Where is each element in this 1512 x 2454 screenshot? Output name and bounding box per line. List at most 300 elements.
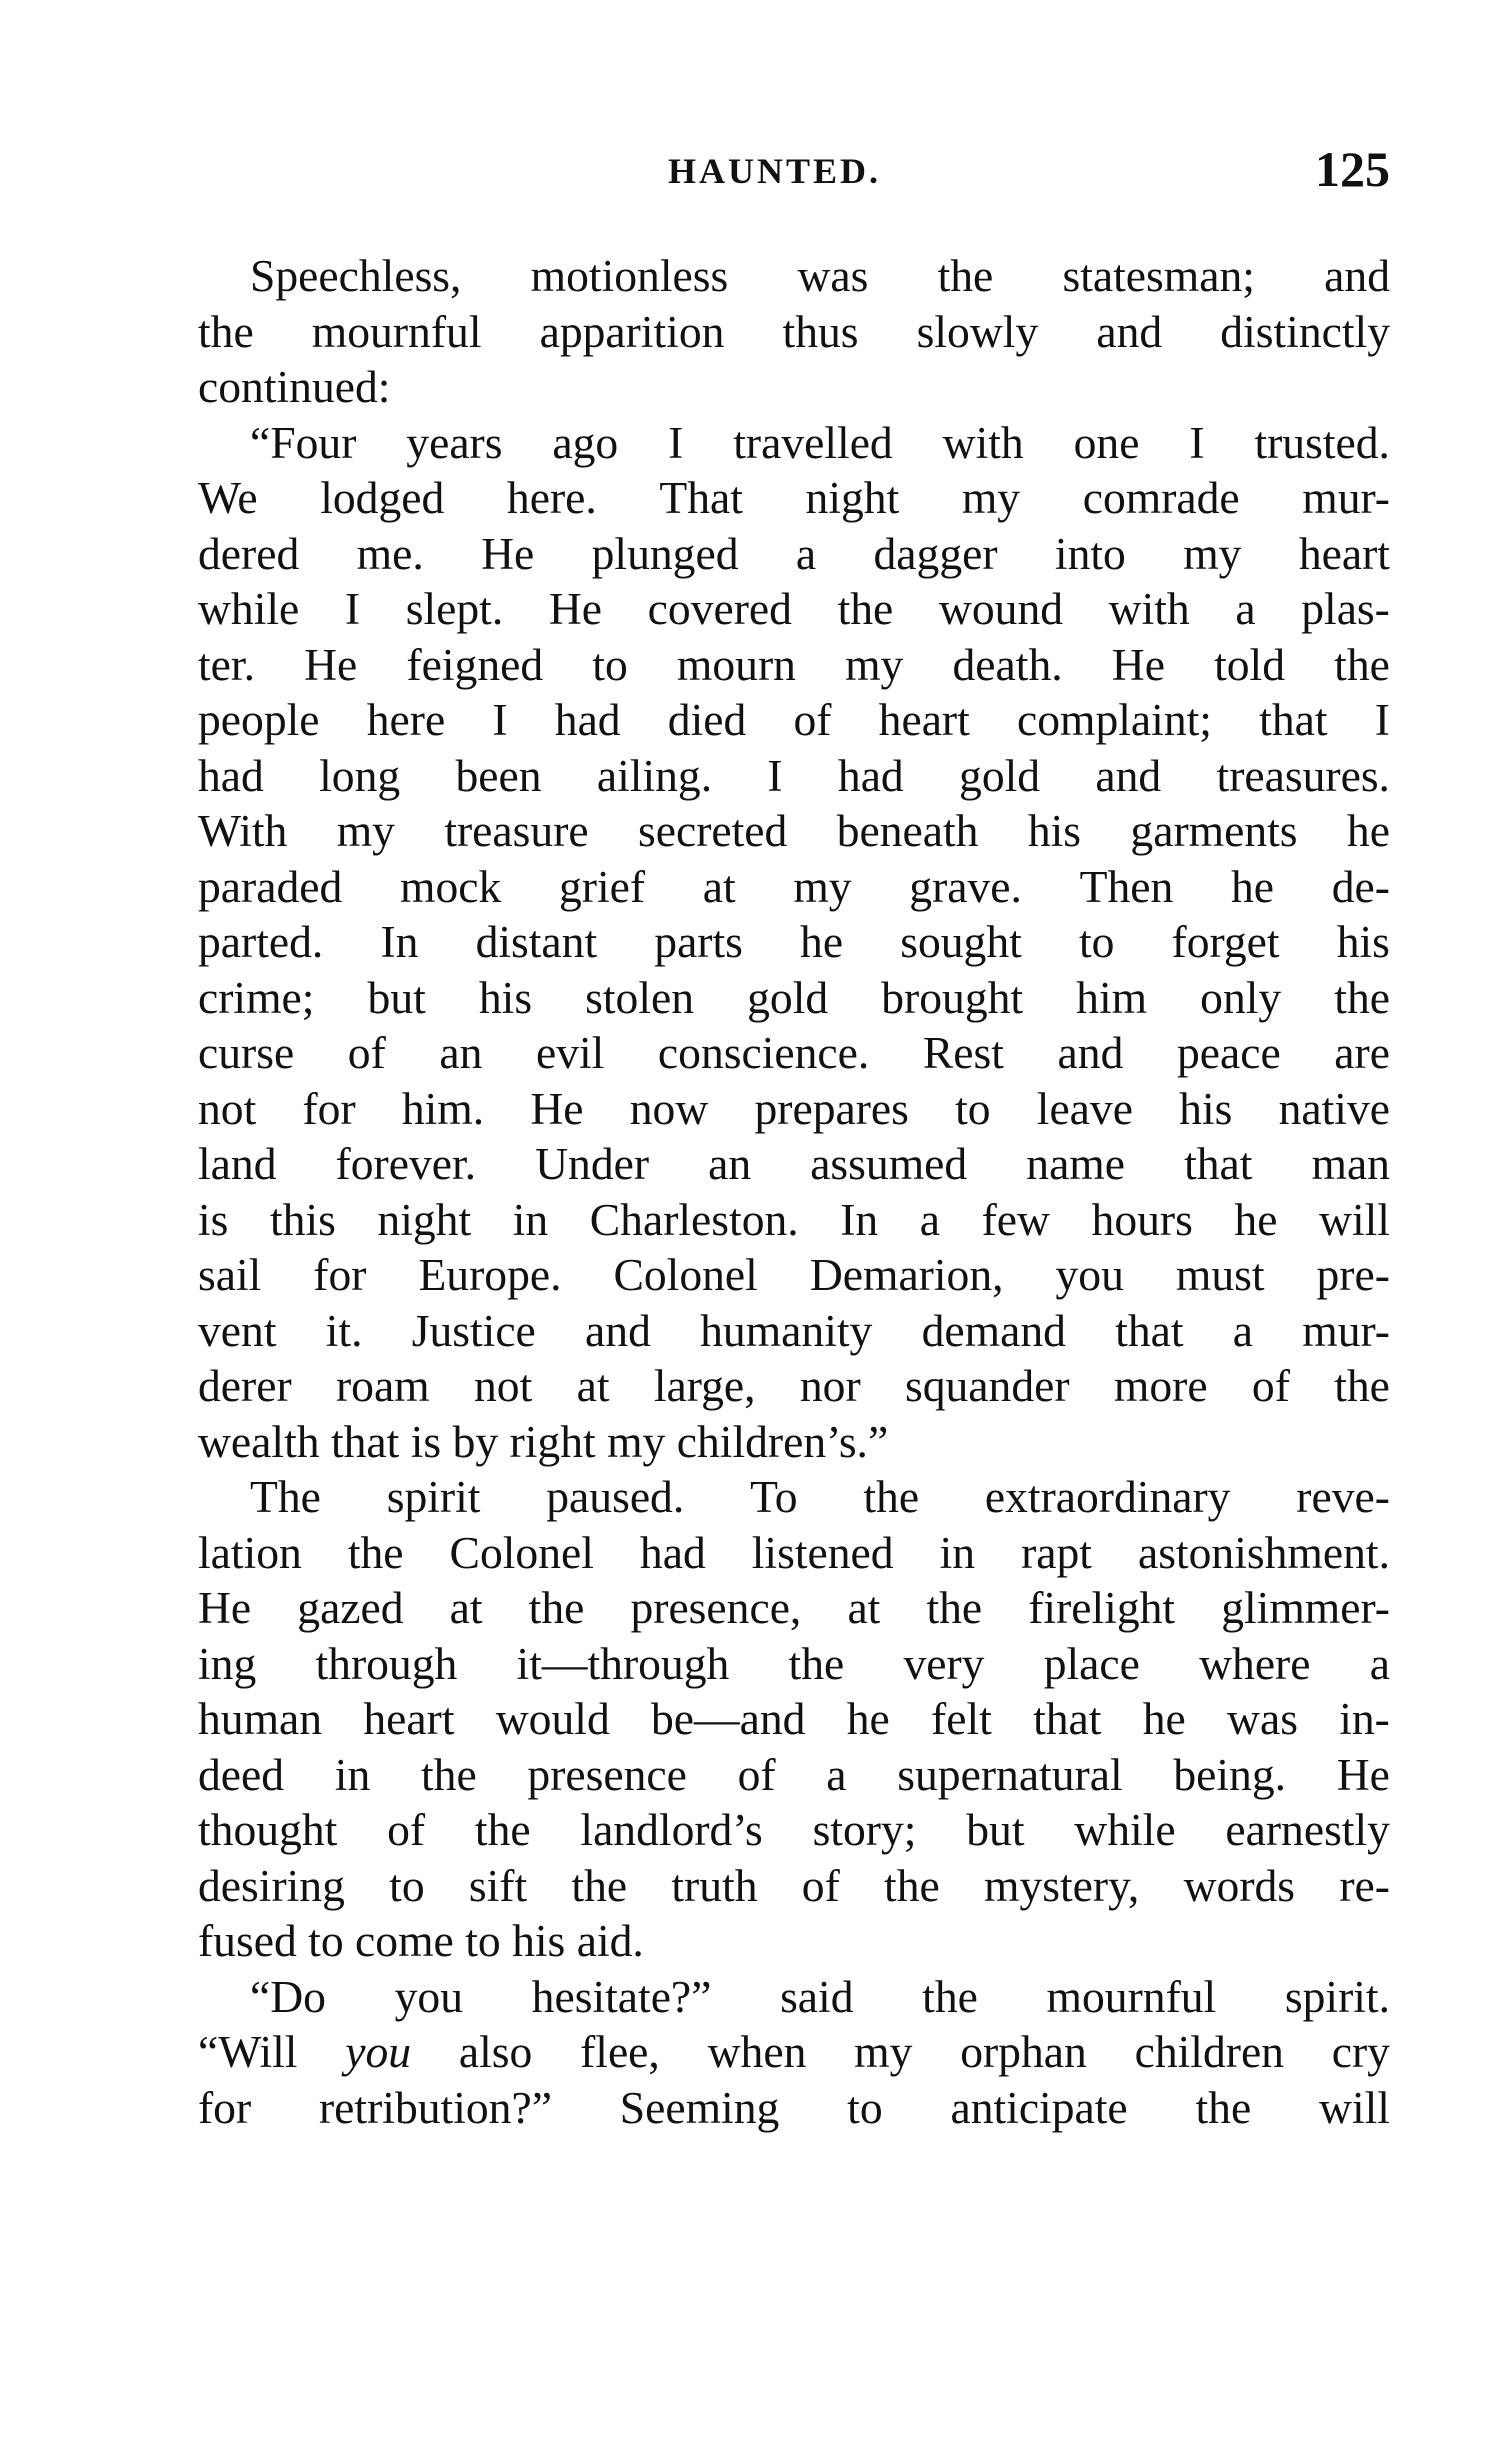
word: “Four — [250, 416, 357, 468]
word: not — [473, 1360, 533, 1411]
word: ter. — [198, 638, 255, 690]
word: my — [845, 638, 904, 690]
word: died — [667, 694, 747, 745]
word: he — [846, 1693, 890, 1744]
word: prepares — [754, 1082, 909, 1134]
text-line — [198, 1081, 1390, 1137]
word: years — [406, 416, 503, 468]
word: a — [919, 1193, 941, 1245]
word: a — [826, 1748, 847, 1800]
word: the — [937, 250, 994, 301]
text-line — [198, 248, 1390, 304]
text-line — [198, 304, 1390, 360]
word: feigned — [406, 638, 544, 690]
word: grave. — [909, 860, 1022, 912]
word: the — [474, 1804, 531, 1855]
word: He — [198, 1582, 252, 1633]
word: leave — [1036, 1082, 1133, 1134]
word: forget — [1171, 916, 1280, 967]
word: demand — [921, 1304, 1066, 1356]
word: He — [530, 1082, 584, 1134]
word: re- — [1339, 1859, 1390, 1911]
word: the — [347, 1526, 404, 1578]
word: in — [334, 1748, 371, 1800]
word: death. — [952, 638, 1063, 690]
word: listened — [751, 1526, 894, 1578]
word: the — [198, 305, 254, 357]
word: evil — [535, 1027, 605, 1078]
word: for — [302, 1082, 356, 1134]
word: truth — [671, 1859, 758, 1911]
word: you — [345, 2026, 412, 2077]
word: continued: — [198, 361, 391, 412]
word: the — [1195, 2081, 1252, 2133]
word: are — [1334, 1027, 1390, 1078]
word: Europe. — [418, 1249, 562, 1300]
word: stolen — [585, 971, 695, 1023]
text-line — [198, 1691, 1390, 1747]
text-line — [198, 470, 1390, 526]
word: here — [366, 694, 446, 745]
word: lation — [198, 1526, 302, 1578]
word: more — [1113, 1360, 1208, 1411]
text-line — [198, 1414, 1390, 1470]
word: this — [269, 1193, 336, 1245]
word: orphan — [960, 2026, 1087, 2077]
word: travelled — [733, 416, 893, 468]
word: to — [465, 1915, 501, 1966]
word: wealth — [198, 1415, 320, 1467]
word: supernatural — [897, 1748, 1123, 1800]
word: assumed — [810, 1138, 968, 1189]
word: sought — [900, 916, 1022, 967]
text-line — [198, 1636, 1390, 1692]
word: thought — [198, 1804, 338, 1855]
word: heart — [1298, 527, 1390, 579]
text-line — [198, 1858, 1390, 1914]
text-line — [198, 1247, 1390, 1303]
word: now — [629, 1082, 709, 1134]
word: presence — [527, 1748, 687, 1800]
word: in — [939, 1526, 976, 1578]
word: and — [1096, 305, 1163, 357]
word: he — [1142, 1693, 1186, 1744]
word: garments — [1130, 805, 1298, 856]
word: fused — [198, 1915, 297, 1966]
word: the — [863, 1471, 920, 1522]
word: here. — [506, 472, 597, 523]
word: night — [805, 472, 900, 523]
text-line — [198, 1580, 1390, 1636]
word: treasure — [444, 805, 589, 856]
word: mystery, — [984, 1859, 1140, 1911]
word: story; — [812, 1804, 917, 1855]
word: wound — [938, 583, 1064, 634]
word: of — [1251, 1360, 1290, 1411]
word: my — [1183, 527, 1242, 579]
word: ago — [552, 416, 619, 468]
word: I — [668, 416, 684, 468]
word: to — [592, 638, 628, 690]
word: will — [1319, 2081, 1390, 2133]
word: hours — [1091, 1193, 1193, 1245]
word: earnestly — [1225, 1804, 1390, 1855]
page-header — [198, 140, 1390, 200]
word: an — [708, 1138, 752, 1189]
word: at — [702, 860, 736, 912]
text-line — [198, 1525, 1390, 1581]
word: In — [380, 916, 419, 967]
text-line — [198, 692, 1390, 748]
word: place — [1043, 1637, 1140, 1689]
word: was — [1227, 1693, 1298, 1744]
text-line — [198, 970, 1390, 1026]
word: lodged — [320, 472, 445, 523]
word: long — [319, 749, 401, 801]
word: children’s.” — [676, 1415, 889, 1467]
word: parted. — [198, 916, 324, 967]
text-line — [198, 1469, 1390, 1525]
word: crime; — [198, 971, 315, 1023]
word: curse — [198, 1027, 295, 1078]
text-line — [198, 1358, 1390, 1414]
word: I — [492, 694, 508, 745]
word: pre- — [1316, 1249, 1390, 1300]
word: with — [1108, 583, 1190, 634]
word: it—through — [516, 1637, 730, 1689]
word: and — [1324, 250, 1390, 301]
word: it. — [325, 1304, 363, 1356]
word: gold — [747, 971, 829, 1023]
text-line — [198, 637, 1390, 693]
word: for — [198, 2081, 252, 2133]
word: desiring — [198, 1859, 345, 1911]
text-line — [198, 1025, 1390, 1081]
word: I — [1374, 694, 1390, 745]
word: into — [1054, 527, 1126, 579]
word: a — [1235, 583, 1256, 634]
word: few — [981, 1193, 1050, 1245]
word: dagger — [873, 527, 998, 579]
word: the — [1334, 638, 1390, 690]
word: derer — [198, 1360, 292, 1411]
word: plas- — [1301, 583, 1390, 634]
word: conscience. — [657, 1027, 870, 1078]
word: spirit — [386, 1471, 481, 1522]
word: “Do — [250, 1970, 326, 2022]
word: aid. — [576, 1915, 644, 1966]
word: his — [1027, 805, 1082, 856]
word: thus — [782, 305, 859, 357]
word: Speechless, — [250, 250, 462, 301]
word: grief — [558, 860, 646, 912]
word: Colonel — [613, 1249, 758, 1300]
word: spirit. — [1284, 1970, 1390, 2022]
word: me. — [356, 527, 424, 579]
word: complaint; — [1016, 694, 1212, 745]
word: gazed — [297, 1582, 404, 1633]
word: will — [1319, 1193, 1390, 1245]
word: he — [800, 916, 844, 967]
word: very — [903, 1637, 985, 1689]
word: that — [330, 1415, 400, 1467]
word: you — [1055, 1249, 1124, 1300]
word: He — [1111, 638, 1165, 690]
word: He — [548, 583, 603, 634]
word: and — [585, 1304, 651, 1356]
word: “Will — [198, 2026, 298, 2077]
word: words — [1183, 1859, 1296, 1911]
word: him. — [401, 1082, 485, 1134]
text-line — [198, 581, 1390, 637]
word: He — [1336, 1748, 1390, 1800]
word: a — [1369, 1637, 1390, 1689]
word: The — [250, 1471, 321, 1522]
word: ailing. — [596, 749, 713, 801]
word: squander — [904, 1360, 1070, 1411]
word: extraordinary — [984, 1471, 1231, 1522]
text-line — [198, 526, 1390, 582]
word: secreted — [637, 805, 788, 856]
word: the — [922, 1970, 978, 2022]
word: not — [198, 1082, 257, 1134]
word: retribution?” — [319, 2081, 552, 2133]
word: Then — [1079, 860, 1174, 912]
text-line — [198, 359, 1390, 415]
word: he — [1234, 1193, 1278, 1245]
word: mournful — [1046, 1970, 1217, 2022]
text-line — [198, 1303, 1390, 1359]
text-line — [198, 748, 1390, 804]
word: that — [1184, 1138, 1253, 1189]
word: distinctly — [1220, 305, 1390, 357]
word: treasures. — [1216, 749, 1390, 801]
word: rapt — [1021, 1526, 1092, 1578]
word: to — [847, 2081, 883, 2133]
word: He — [481, 527, 535, 579]
word: trusted. — [1254, 416, 1390, 468]
text-line — [198, 859, 1390, 915]
word: hesitate?” — [531, 1970, 712, 2022]
word: paused. — [546, 1471, 685, 1522]
word: I — [1189, 416, 1205, 468]
word: an — [439, 1027, 483, 1078]
word: ing — [198, 1637, 257, 1689]
word: while — [198, 583, 300, 634]
word: is — [410, 1415, 442, 1467]
page-number: 125 — [1315, 141, 1390, 197]
word: him — [1076, 971, 1148, 1023]
text-line — [198, 415, 1390, 471]
text-line — [198, 1747, 1390, 1803]
word: and — [1057, 1027, 1124, 1078]
word: children — [1134, 2026, 1284, 2077]
word: dered — [198, 527, 300, 579]
word: We — [198, 472, 258, 523]
text-line — [198, 914, 1390, 970]
word: sift — [468, 1859, 528, 1911]
word: de- — [1331, 860, 1390, 912]
word: the — [571, 1859, 628, 1911]
word: comrade — [1082, 472, 1240, 523]
word: but — [367, 971, 426, 1023]
word: felt — [931, 1693, 992, 1744]
word: was — [797, 250, 869, 301]
word: while — [1074, 1804, 1176, 1855]
word: his — [512, 1915, 566, 1966]
word: To — [750, 1471, 798, 1522]
word: the — [1334, 971, 1390, 1023]
word: parts — [654, 916, 743, 967]
word: gold — [959, 749, 1041, 801]
word: to — [955, 1082, 991, 1134]
word: my — [336, 805, 395, 856]
word: the — [837, 583, 894, 634]
word: roam — [335, 1360, 430, 1411]
word: Demarion, — [809, 1249, 1004, 1300]
word: of — [387, 1804, 426, 1855]
word: mourn — [676, 638, 796, 690]
word: peace — [1176, 1027, 1281, 1078]
word: man — [1311, 1138, 1390, 1189]
word: flee, — [580, 2026, 660, 2077]
word: slept. — [405, 583, 504, 634]
text-line — [198, 1969, 1390, 2025]
word: said — [780, 1970, 854, 2022]
word: to — [308, 1915, 344, 1966]
word: vent — [198, 1304, 277, 1356]
word: human — [198, 1693, 323, 1744]
word: slowly — [916, 305, 1039, 357]
word: Charleston. — [589, 1193, 799, 1245]
text-line — [198, 1802, 1390, 1858]
word: covered — [647, 583, 792, 634]
word: and — [1095, 749, 1162, 801]
word: my — [961, 472, 1021, 523]
word: Seeming — [619, 2081, 780, 2133]
word: cry — [1331, 2026, 1390, 2077]
text-line — [198, 803, 1390, 859]
word: With — [198, 805, 288, 856]
word: nor — [799, 1360, 861, 1411]
word: He — [304, 638, 358, 690]
word: a — [1232, 1304, 1254, 1356]
word: native — [1278, 1082, 1390, 1134]
word: in — [512, 1193, 549, 1245]
text-line — [198, 1913, 1390, 1969]
word: presence, — [630, 1582, 802, 1633]
word: plunged — [591, 527, 739, 579]
word: also — [458, 2026, 533, 2077]
word: would — [495, 1693, 610, 1744]
running-title: HAUNTED. — [668, 151, 882, 191]
word: brought — [881, 971, 1024, 1023]
word: his — [1336, 916, 1390, 967]
word: had — [639, 1526, 706, 1578]
word: apparition — [539, 305, 725, 357]
word: one — [1073, 416, 1140, 468]
word: forever. — [335, 1138, 477, 1189]
word: heart — [363, 1693, 455, 1744]
word: I — [344, 583, 361, 634]
word: come — [355, 1915, 454, 1966]
word: my — [854, 2026, 913, 2077]
word: land — [198, 1138, 277, 1189]
word: right — [509, 1415, 596, 1467]
word: through — [315, 1637, 458, 1689]
word: deed — [198, 1748, 285, 1800]
word: my — [607, 1415, 666, 1467]
word: only — [1200, 971, 1282, 1023]
word: mock — [399, 860, 502, 912]
word: when — [707, 2026, 807, 2077]
text-line — [198, 1136, 1390, 1192]
word: Rest — [922, 1027, 1004, 1078]
word: of — [737, 1748, 776, 1800]
word: at — [449, 1582, 483, 1633]
word: mournful — [311, 305, 482, 357]
word: had — [198, 749, 264, 801]
word: is — [198, 1193, 229, 1245]
word: must — [1175, 1249, 1265, 1300]
word: Justice — [411, 1304, 536, 1356]
word: Under — [535, 1138, 650, 1189]
word: at — [576, 1360, 610, 1411]
word: the — [926, 1582, 983, 1633]
word: the — [884, 1859, 940, 1911]
text-line — [198, 2024, 1390, 2080]
word: the — [528, 1582, 585, 1633]
word: firelight — [1028, 1582, 1176, 1633]
word: anticipate — [950, 2081, 1128, 2133]
word: my — [793, 860, 852, 912]
word: to — [389, 1859, 425, 1911]
word: the — [788, 1637, 845, 1689]
word: been — [455, 749, 542, 801]
body-text — [198, 248, 1390, 2135]
word: the — [1334, 1360, 1390, 1411]
word: I — [767, 749, 783, 801]
word: in- — [1339, 1693, 1390, 1744]
word: of — [793, 694, 832, 745]
word: to — [1078, 916, 1115, 967]
word: glimmer- — [1221, 1582, 1390, 1633]
word: a — [795, 527, 817, 579]
word: being. — [1173, 1748, 1287, 1800]
word: humanity — [700, 1304, 873, 1356]
word: name — [1026, 1138, 1126, 1189]
word: of — [347, 1027, 386, 1078]
word: distant — [475, 916, 598, 967]
word: mur- — [1302, 472, 1390, 523]
word: that — [1033, 1693, 1102, 1744]
word: paraded — [198, 860, 343, 912]
word: landlord’s — [580, 1804, 763, 1855]
word: where — [1199, 1637, 1311, 1689]
word: large, — [653, 1360, 756, 1411]
word: his — [1179, 1082, 1233, 1134]
word: In — [840, 1193, 879, 1245]
word: statesman; — [1062, 250, 1255, 301]
word: had — [554, 694, 621, 745]
word: he — [1231, 860, 1275, 912]
word: he — [1346, 805, 1390, 856]
word: beneath — [836, 805, 979, 856]
word: his — [478, 971, 533, 1023]
word: Colonel — [449, 1526, 594, 1578]
word: with — [942, 416, 1024, 468]
word: mur- — [1302, 1304, 1390, 1356]
